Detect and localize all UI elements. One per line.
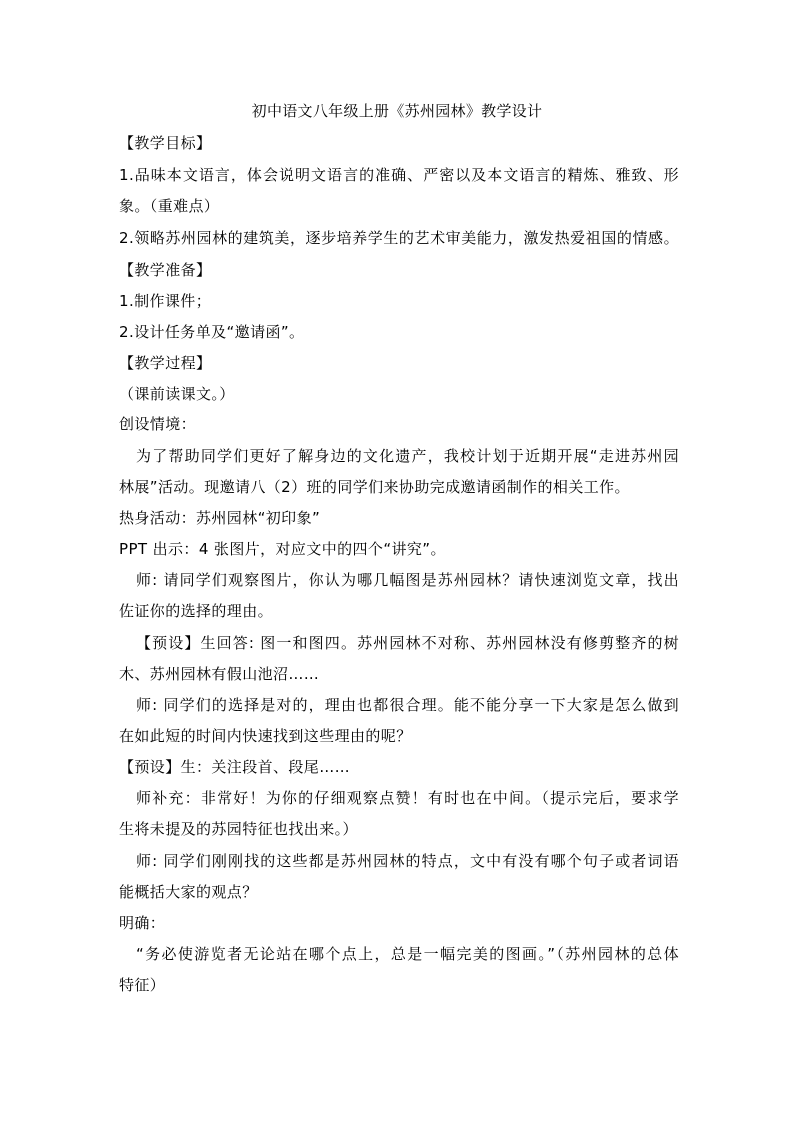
- paragraph-line: 能概括大家的观点？: [119, 883, 258, 901]
- paragraph-line: 1.品味本文语言，体会说明文语言的准确、严密以及本文语言的精炼、雅致、形: [119, 166, 679, 184]
- paragraph-line: 木、苏州园林有假山池沼……: [119, 665, 320, 683]
- paragraph-line: 【预设】生：关注段首、段尾……: [119, 758, 351, 776]
- section-heading-objectives: 【教学目标】: [119, 134, 212, 152]
- paragraph-line: 为了帮助同学们更好了解身边的文化遗产，我校计划于近期开展“走进苏州园: [136, 447, 679, 465]
- paragraph-line: 象。（重难点）: [119, 197, 220, 215]
- paragraph-line: 师: 同学们刚刚找的这些都是苏州园林的特点，文中有没有哪个句子或者词语: [136, 852, 679, 870]
- paragraph-line: 创设情境：: [119, 415, 197, 433]
- page-title: 初中语文八年级上册《苏州园林》教学设计: [251, 102, 543, 120]
- paragraph-line: 生将未提及的苏园特征也找出来。）: [119, 820, 358, 838]
- paragraph-line: 佐证你的选择的理由。: [119, 602, 274, 620]
- paragraph-line: 2.设计任务单及“邀请函”。: [119, 323, 305, 341]
- paragraph-line: 特征）: [119, 976, 166, 994]
- paragraph-line: 林展”活动。现邀请八（2）班的同学们来协助完成邀请函制作的相关工作。: [119, 478, 630, 496]
- paragraph-line: PPT 出示：4 张图片，对应文中的四个“讲究”。: [119, 540, 446, 558]
- paragraph-line: 明确：: [119, 914, 166, 932]
- paragraph-line: 在如此短的时间内快速找到这些理由的呢？: [119, 727, 412, 745]
- paragraph-line: 师补充：非常好！为你的仔细观察点赞！有时也在中间。（提示完后，要求学: [136, 789, 679, 807]
- paragraph-line: 1.制作课件；: [119, 292, 212, 310]
- paragraph-line: “务必使游览者无论站在哪个点上，总是一幅完美的图画。”（苏州园林的总体: [136, 945, 679, 963]
- paragraph-line: 师: 请同学们观察图片，你认为哪几幅图是苏州园林？请快速浏览文章，找出: [136, 571, 679, 589]
- section-heading-process: 【教学过程】: [119, 354, 212, 372]
- paragraph-line: 2.领略苏州园林的建筑美，逐步培养学生的艺术审美能力，激发热爱祖国的情感。: [119, 229, 679, 247]
- paragraph-line: 热身活动：苏州园林“初印象”: [119, 509, 321, 527]
- paragraph-line: 【预设】生回答: 图一和图四。苏州园林不对称、苏州园林没有修剪整齐的树: [136, 634, 679, 652]
- paragraph-line: （课前读课文。）: [119, 385, 235, 403]
- section-heading-preparation: 【教学准备】: [119, 261, 212, 279]
- paragraph-line: 师: 同学们的选择是对的，理由也都很合理。能不能分享一下大家是怎么做到: [136, 696, 679, 714]
